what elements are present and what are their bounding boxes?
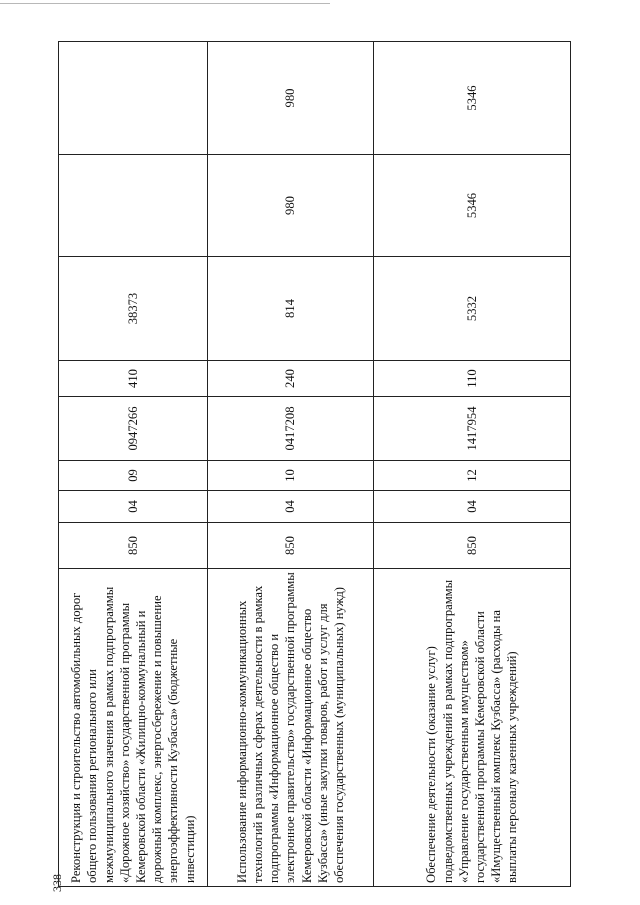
table-row: [59, 42, 208, 887]
target-article-code: 0947266: [59, 397, 208, 461]
row-description: Реконструкция и строительство автомобильных дорог общего пользования регионального или межмуниципального значения в рамках подпрограммы «Дорожное хозяйство» государственной программы Кемеровской области «Жилищно-коммунальный и дорожный комплекс, энергосбережение и повышение энергоэффективности Кузбасса» (бюджетные инвестиции): [59, 569, 208, 887]
ministry-code: 850: [59, 523, 208, 569]
expense-type-code: 240: [208, 361, 374, 397]
page-number-container: [26, 458, 64, 892]
scan-edge-line: [0, 3, 330, 4]
row-description: Обеспечение деятельности (оказание услуг) подведомственных учреждений в рамках подпрограммы «Управление государственным имуществом» государственной программы Кемеровской области «Имущественный комплекс Кузбасса» (расходы на выплаты персоналу казенных учреждений): [374, 569, 571, 887]
ministry-code: 850: [208, 523, 374, 569]
budget-table-rotated: [58, 42, 570, 887]
expense-type-code: 410: [59, 361, 208, 397]
section-code: 04: [208, 491, 374, 523]
ministry-code: 850: [374, 523, 571, 569]
row-description: Использование информационно-коммуникационных технологий в различных сферах деятельности в рамках подпрограммы «Информационное общество и электронное правительство» государственной программы Кемеровской области «Информационное общество Кузбасса» (иные закупки товаров, работ и услуг для обеспечения государственных (муниципальных) нужд): [208, 569, 374, 887]
amount-year-3: 5346: [374, 42, 571, 155]
amount-year-2: 980: [208, 155, 374, 257]
section-code: 04: [374, 491, 571, 523]
subsection-code: 10: [208, 461, 374, 491]
section-code: 04: [59, 491, 208, 523]
amount-year-2: [59, 155, 208, 257]
amount-year-1: 38373: [59, 257, 208, 361]
amount-year-2: 5346: [374, 155, 571, 257]
page-number: 338: [50, 874, 64, 892]
amount-year-3: 980: [208, 42, 374, 155]
budget-table: [58, 41, 571, 887]
amount-year-1: 5332: [374, 257, 571, 361]
table-row: [208, 42, 374, 887]
target-article-code: 1417954: [374, 397, 571, 461]
amount-year-1: 814: [208, 257, 374, 361]
subsection-code: 09: [59, 461, 208, 491]
subsection-code: 12: [374, 461, 571, 491]
expense-type-code: 110: [374, 361, 571, 397]
table-row: [374, 42, 571, 887]
target-article-code: 0417208: [208, 397, 374, 461]
amount-year-3: [59, 42, 208, 155]
